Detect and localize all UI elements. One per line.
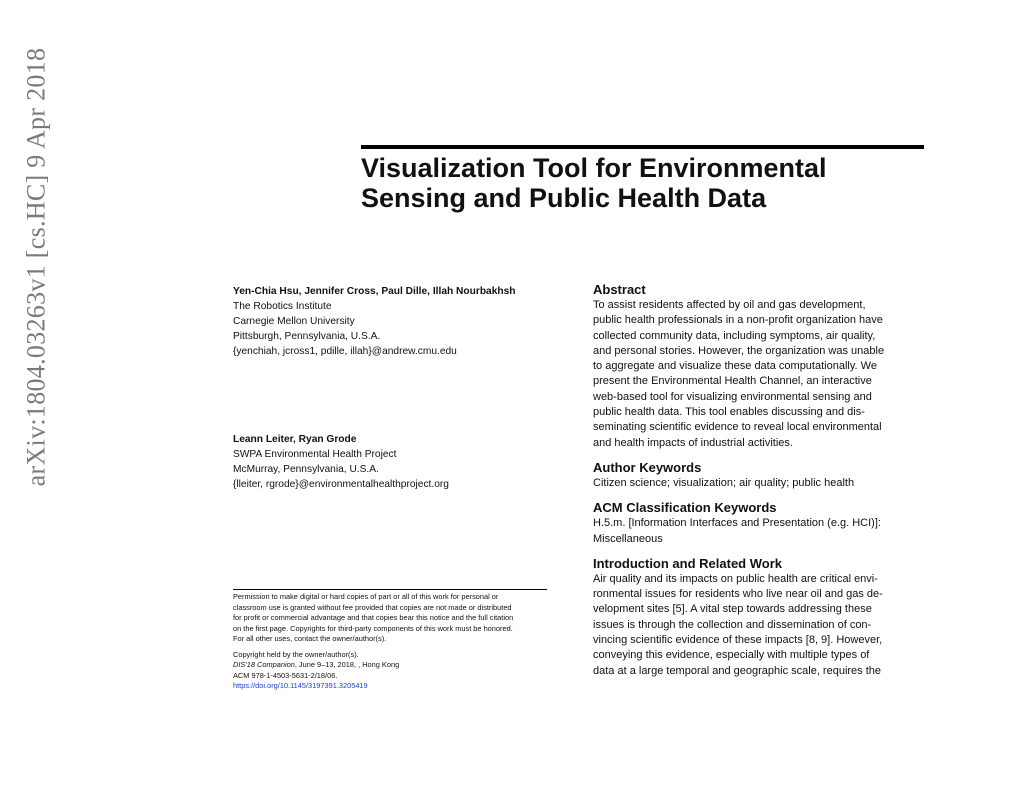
- permission-line: For all other uses, contact the owner/author(s).: [233, 634, 387, 643]
- section-heading: Abstract: [593, 282, 646, 297]
- permission-line: classroom use is granted without fee provided that copies are not made or distributed: [233, 602, 512, 612]
- section-heading: Author Keywords: [593, 459, 702, 475]
- right-column: [593, 280, 925, 679]
- text-line: Miscellaneous: [593, 532, 663, 545]
- section-heading: ACM Classification Keywords: [593, 500, 777, 516]
- copyright-held: Copyright held by the owner/author(s).: [233, 649, 359, 659]
- text-line: seminating scientific evidence to reveal local environmental: [593, 421, 882, 434]
- affiliation-line: McMurray, Pennsylvania, U.S.A.: [233, 464, 379, 475]
- permission-line: for profit or commercial advantage and that copies bear this notice and the full citation: [233, 613, 514, 622]
- permission-line: on the first page. Copyrights for third-party components of this work must be honored.: [233, 623, 513, 633]
- author-emails: {yenchiah, jcross1, pdille, illah}@andrew.cmu.edu: [233, 346, 457, 357]
- permission-notice: [233, 592, 549, 692]
- acm-isbn: ACM 978-1-4503-5631-2/18/06.: [233, 670, 338, 680]
- paper-title: [361, 153, 924, 213]
- introduction-section: [593, 556, 925, 679]
- abstract-section: [593, 282, 925, 451]
- author-block-cmu: [233, 284, 553, 359]
- section-body: [593, 572, 925, 679]
- affiliation-line: Pittsburgh, Pennsylvania, U.S.A.: [233, 331, 381, 342]
- text-line: To assist residents affected by oil and gas development,: [593, 299, 866, 311]
- section-body: [593, 298, 925, 451]
- text-line: H.5.m. [Information Interfaces and Presentation (e.g. HCI)]:: [593, 517, 881, 530]
- text-line: and health impacts of industrial activities.: [593, 436, 793, 449]
- affiliation-line: SWPA Environmental Health Project: [233, 449, 397, 460]
- affiliation-line: The Robotics Institute: [233, 301, 332, 312]
- text-line: public health data. This tool enables discussing and dis-: [593, 406, 865, 419]
- arxiv-identifier-text: arXiv:1804.03263v1 [cs.HC] 9 Apr 2018: [21, 47, 50, 487]
- permission-line: Permission to make digital or hard copies of part or all of this work for personal or: [233, 592, 499, 601]
- doi-link[interactable]: https://doi.org/10.1145/3197391.3205419: [233, 681, 368, 690]
- section-body: [593, 516, 925, 547]
- section-body: [593, 476, 925, 491]
- text-line: collected community data, including symptoms, air quality,: [593, 329, 876, 342]
- author-names: Leann Leiter, Ryan Grode: [233, 434, 357, 445]
- text-line: and personal stories. However, the organization was unable: [593, 344, 885, 357]
- text-line: data at a large temporal and geographic scale, requires the: [593, 664, 882, 677]
- section-heading: Introduction and Related Work: [593, 555, 782, 571]
- conference-details: , June 9–13, 2018, , Hong Kong: [294, 660, 400, 669]
- text-line: present the Environmental Health Channel, an interactive: [593, 375, 872, 388]
- conference-name: DIS'18 Companion: [233, 660, 295, 669]
- permission-rule: [233, 589, 547, 590]
- text-line: issues is through the collection and dissemination of con-: [593, 618, 872, 631]
- text-line: conveying this evidence, especially with multiple types of: [593, 649, 870, 662]
- text-line: Air quality and its impacts on public health are critical envi-: [593, 572, 878, 585]
- author-names: Yen-Chia Hsu, Jennifer Cross, Paul Dille, Illah Nourbakhsh: [233, 286, 516, 297]
- text-line: velopment sites [5]. A vital step towards addressing these: [593, 603, 872, 616]
- text-line: vincing scientific evidence of these impacts [8, 9]. However,: [593, 634, 883, 647]
- author-block-swpa: [233, 432, 553, 492]
- arxiv-identifier-stamp: [8, 42, 64, 492]
- author-emails: {lleiter, rgrode}@environmentalhealthproject.org: [233, 479, 449, 490]
- text-line: Citizen science; visualization; air quality; public health: [593, 476, 855, 489]
- title-line: Sensing and Public Health Data: [361, 183, 767, 213]
- acm-classification-section: [593, 500, 925, 547]
- text-line: ronmental issues for residents who live near oil and gas de-: [593, 588, 883, 601]
- text-line: public health professionals in a non-profit organization have: [593, 314, 883, 327]
- text-line: to aggregate and visualize these data computationally. We: [593, 360, 877, 373]
- conference-info: [233, 660, 549, 671]
- affiliation-line: Carnegie Mellon University: [233, 316, 355, 327]
- title-line: Visualization Tool for Environmental: [361, 153, 827, 183]
- author-keywords-section: [593, 460, 925, 491]
- text-line: web-based tool for visualizing environmental sensing and: [593, 390, 872, 403]
- title-rule: [361, 145, 924, 149]
